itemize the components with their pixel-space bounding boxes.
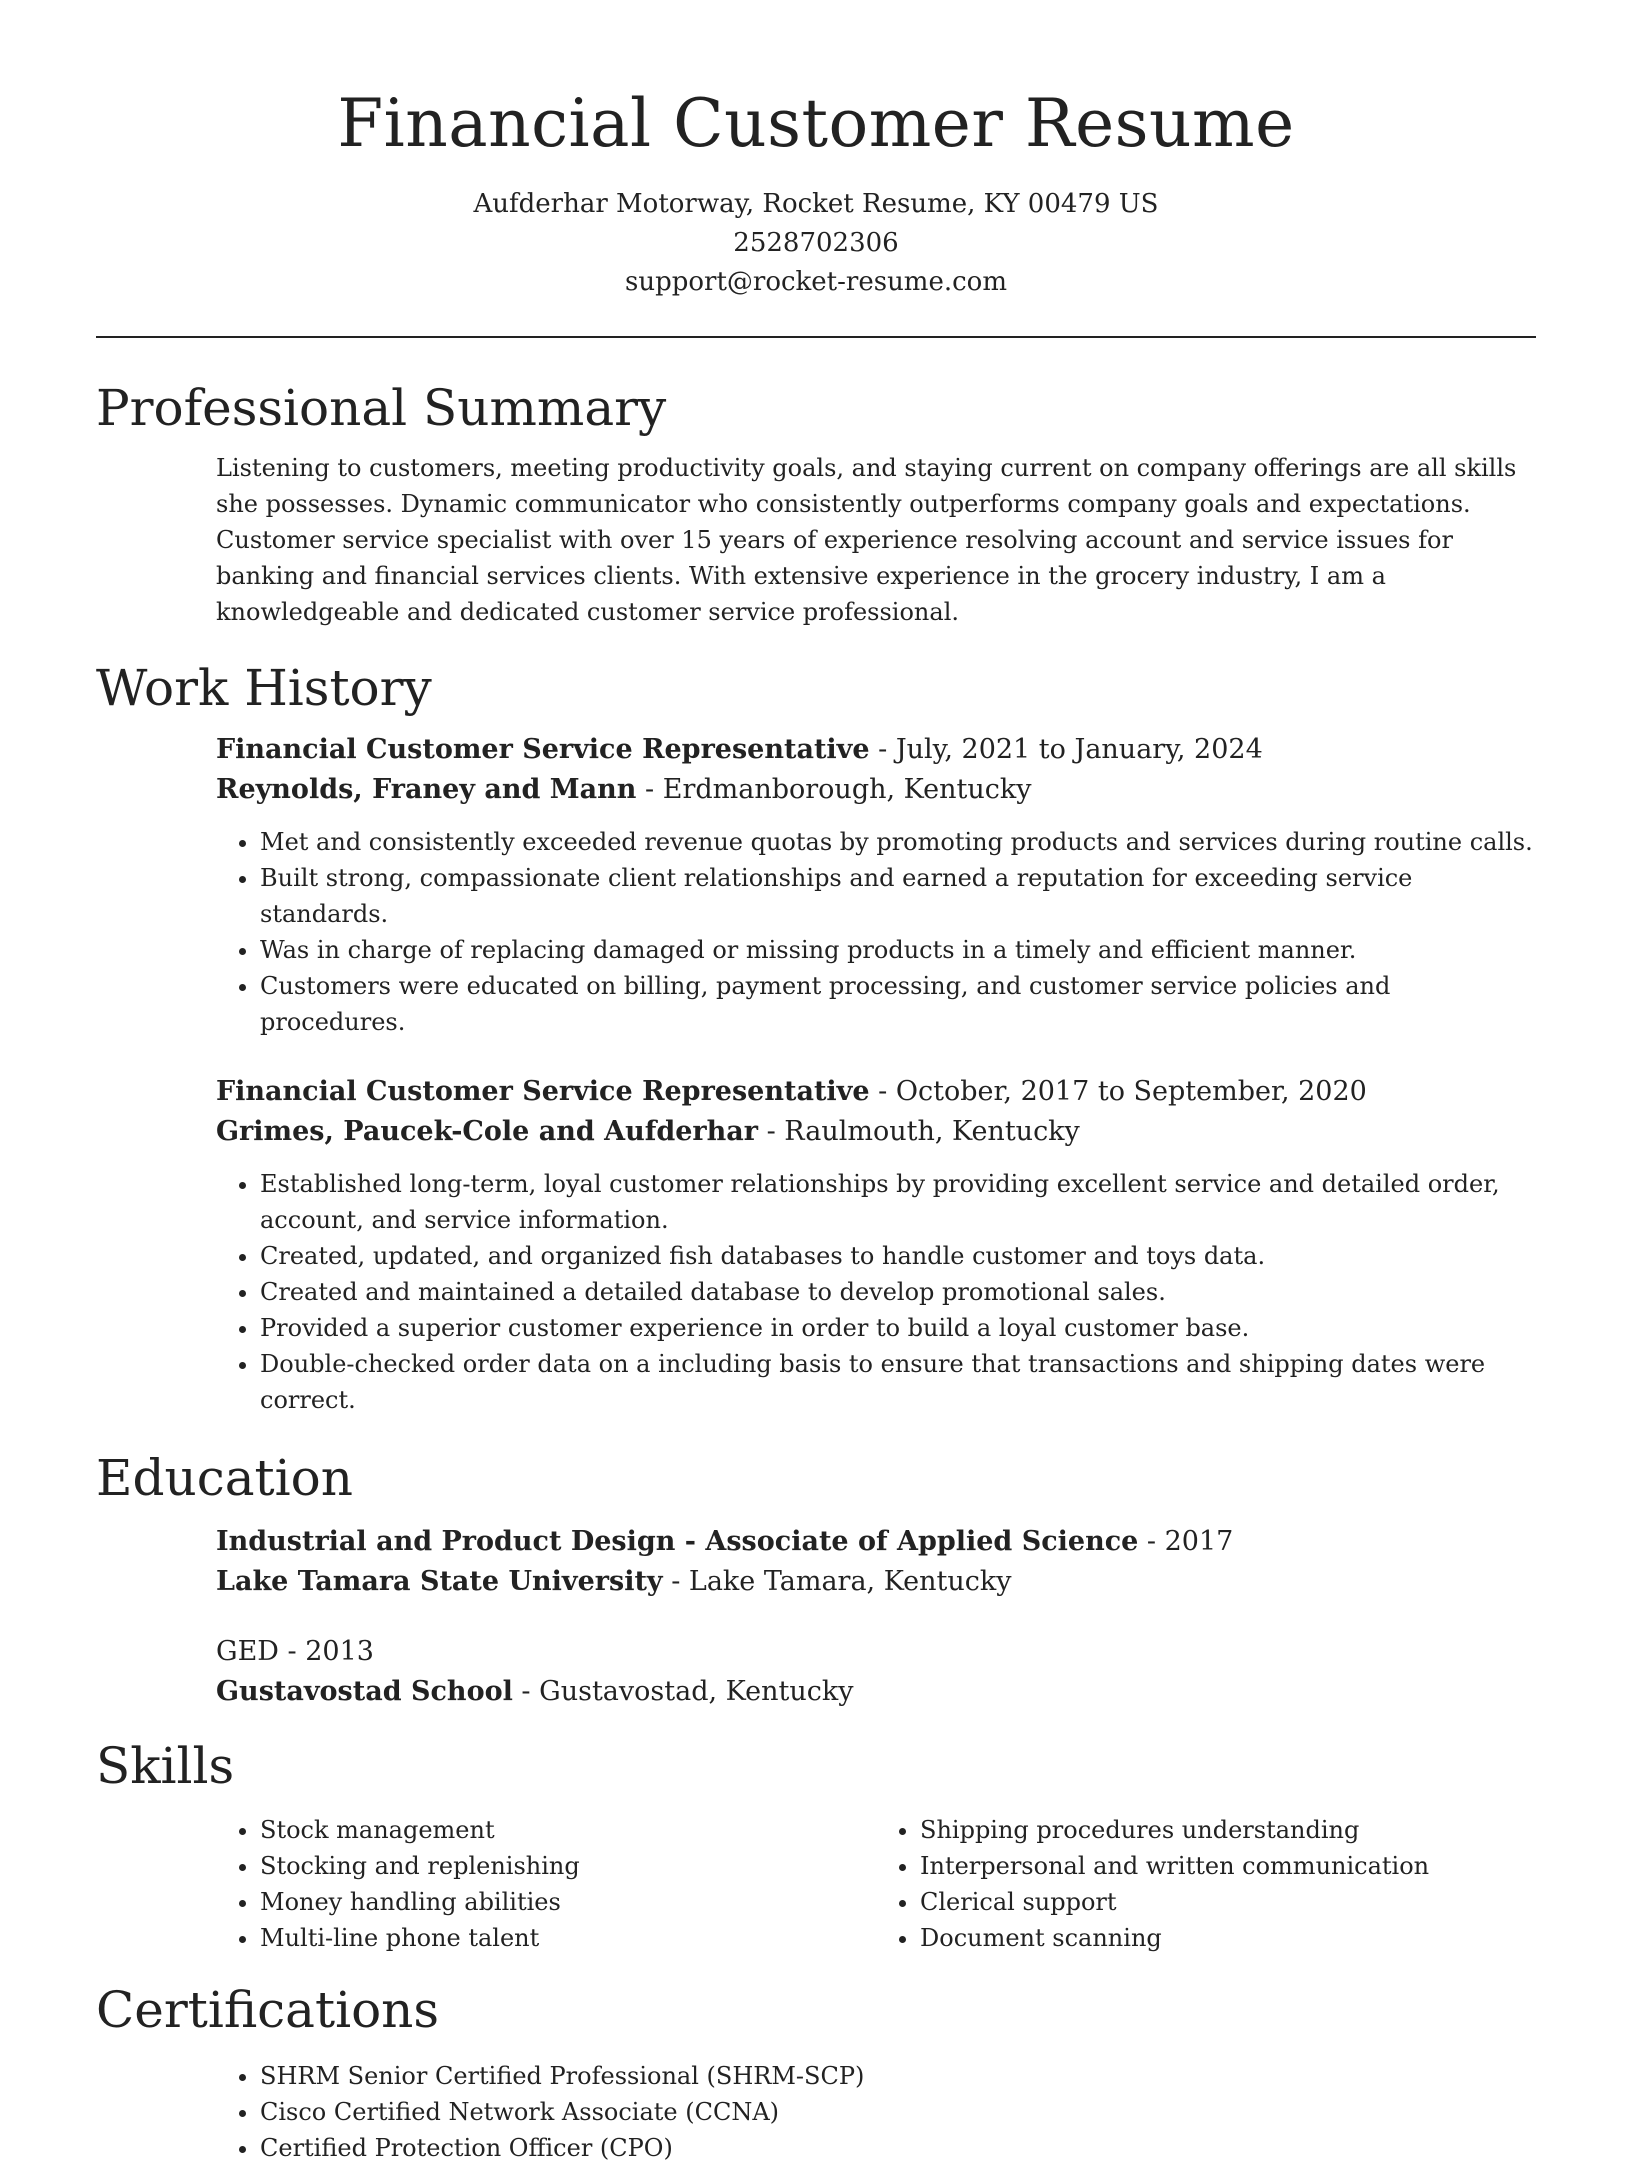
education-heading: Education [96,1449,353,1508]
summary-text: Listening to customers, meeting productivity goals, and staying current on company offerings are all skills she possesses. Dynamic communicator who consistently outperforms company goals and expectations. Customer service specialist with over 15 years of experience resolving account and service issues for banking and financial services clients. With extensive experience in the grocery industry, I am a knowledgeable and dedicated customer service professional. [216,454,1517,627]
job-bullets [216,1166,1536,1418]
skill-item: • Stock management [260,1812,876,1848]
job-bullet: • Created and maintained a detailed database to develop promotional sales. [260,1274,1536,1310]
degree-year: - 2013 [278,1636,374,1668]
job-location: - Raulmouth, Kentucky [758,1116,1080,1148]
summary-heading: Professional Summary [96,379,667,438]
skills-column-left [216,1812,876,1956]
school: Gustavostad School [216,1676,513,1708]
certification-item: • Cisco Certified Network Associate (CCNA) [260,2094,1536,2130]
work-history-heading: Work History [96,659,432,718]
job-company: Grimes, Paucek-Cole and Aufderhar [216,1116,758,1148]
skills-grid [216,1812,1536,1956]
job-bullet: • Customers were educated on billing, payment processing, and customer service policies and procedures. [260,968,1536,1040]
skill-item: • Interpersonal and written communication [920,1848,1536,1884]
job-bullet: • Established long-term, loyal customer relationships by providing excellent service and detailed order, account, and service information. [260,1166,1536,1238]
skill-item: • Money handling abilities [260,1884,876,1920]
job-company-line [216,1112,1536,1152]
skill-item: • Multi-line phone talent [260,1920,876,1956]
school: Lake Tamara State University [216,1566,663,1598]
education-entry [216,1632,1536,1712]
certifications-list [216,2058,1536,2166]
job-location: - Erdmanborough, Kentucky [636,774,1032,806]
job-bullet: • Provided a superior customer experience in order to build a loyal customer base. [260,1310,1536,1346]
education-section [96,1448,1536,1712]
skill-item: • Clerical support [920,1884,1536,1920]
job-title-line [216,1072,1536,1112]
degree-line [216,1632,1536,1672]
skills-heading: Skills [96,1737,235,1796]
certifications-list-wrap [216,2058,1536,2166]
job-company: Reynolds, Franey and Mann [216,774,637,806]
job-dates: - October, 2017 to September, 2020 [869,1076,1367,1108]
skill-item: • Document scanning [920,1920,1536,1956]
phone: 2528702306 [733,228,899,259]
skills-column-right [876,1812,1536,1956]
certifications-section [96,1980,1536,2166]
job-bullet: • Double-checked order data on a including basis to ensure that transactions and shipping dates were correct. [260,1346,1536,1418]
job-entry [216,1072,1536,1418]
job-bullet: • Built strong, compassionate client relationships and earned a reputation for exceeding service standards. [260,860,1536,932]
job-bullet: • Was in charge of replacing damaged or missing products in a timely and efficient manner. [260,932,1536,968]
job-bullets [216,824,1536,1040]
job-bullet: • Created, updated, and organized fish databases to handle customer and toys data. [260,1238,1536,1274]
job-bullet: • Met and consistently exceeded revenue quotas by promoting products and services during routine calls. [260,824,1536,860]
job-dates: - July, 2021 to January, 2024 [869,734,1263,766]
degree: Industrial and Product Design - Associate of Applied Science [216,1526,1139,1558]
job-position: Financial Customer Service Representative [216,734,870,766]
address: Aufderhar Motorway, Rocket Resume, KY 00479 US [473,189,1159,220]
job-company-line [216,770,1536,810]
job-position: Financial Customer Service Representative [216,1076,870,1108]
certification-item: • SHRM Senior Certified Professional (SHRM-SCP) [260,2058,1536,2094]
skills-section [96,1736,1536,1956]
certification-item: • Certified Protection Officer (CPO) [260,2130,1536,2166]
resume-header [96,0,1536,302]
job-title-line [216,730,1536,770]
school-line [216,1672,1536,1712]
email: support@rocket-resume.com [624,267,1007,298]
certifications-heading: Certifications [96,1981,440,2040]
summary-section [96,378,1536,630]
skill-item: • Shipping procedures understanding [920,1812,1536,1848]
degree-line [216,1522,1536,1562]
skill-item: • Stocking and replenishing [260,1848,876,1884]
header-divider [96,336,1536,338]
school-location: - Gustavostad, Kentucky [512,1676,854,1708]
contact-info [96,185,1536,302]
degree: GED [216,1636,279,1668]
job-entry [216,730,1536,1040]
school-line [216,1562,1536,1602]
resume-title: Financial Customer Resume [337,85,1295,162]
degree-year: - 2017 [1138,1526,1234,1558]
work-history-section [96,658,1536,1418]
education-entry [216,1522,1536,1602]
school-location: - Lake Tamara, Kentucky [662,1566,1012,1598]
